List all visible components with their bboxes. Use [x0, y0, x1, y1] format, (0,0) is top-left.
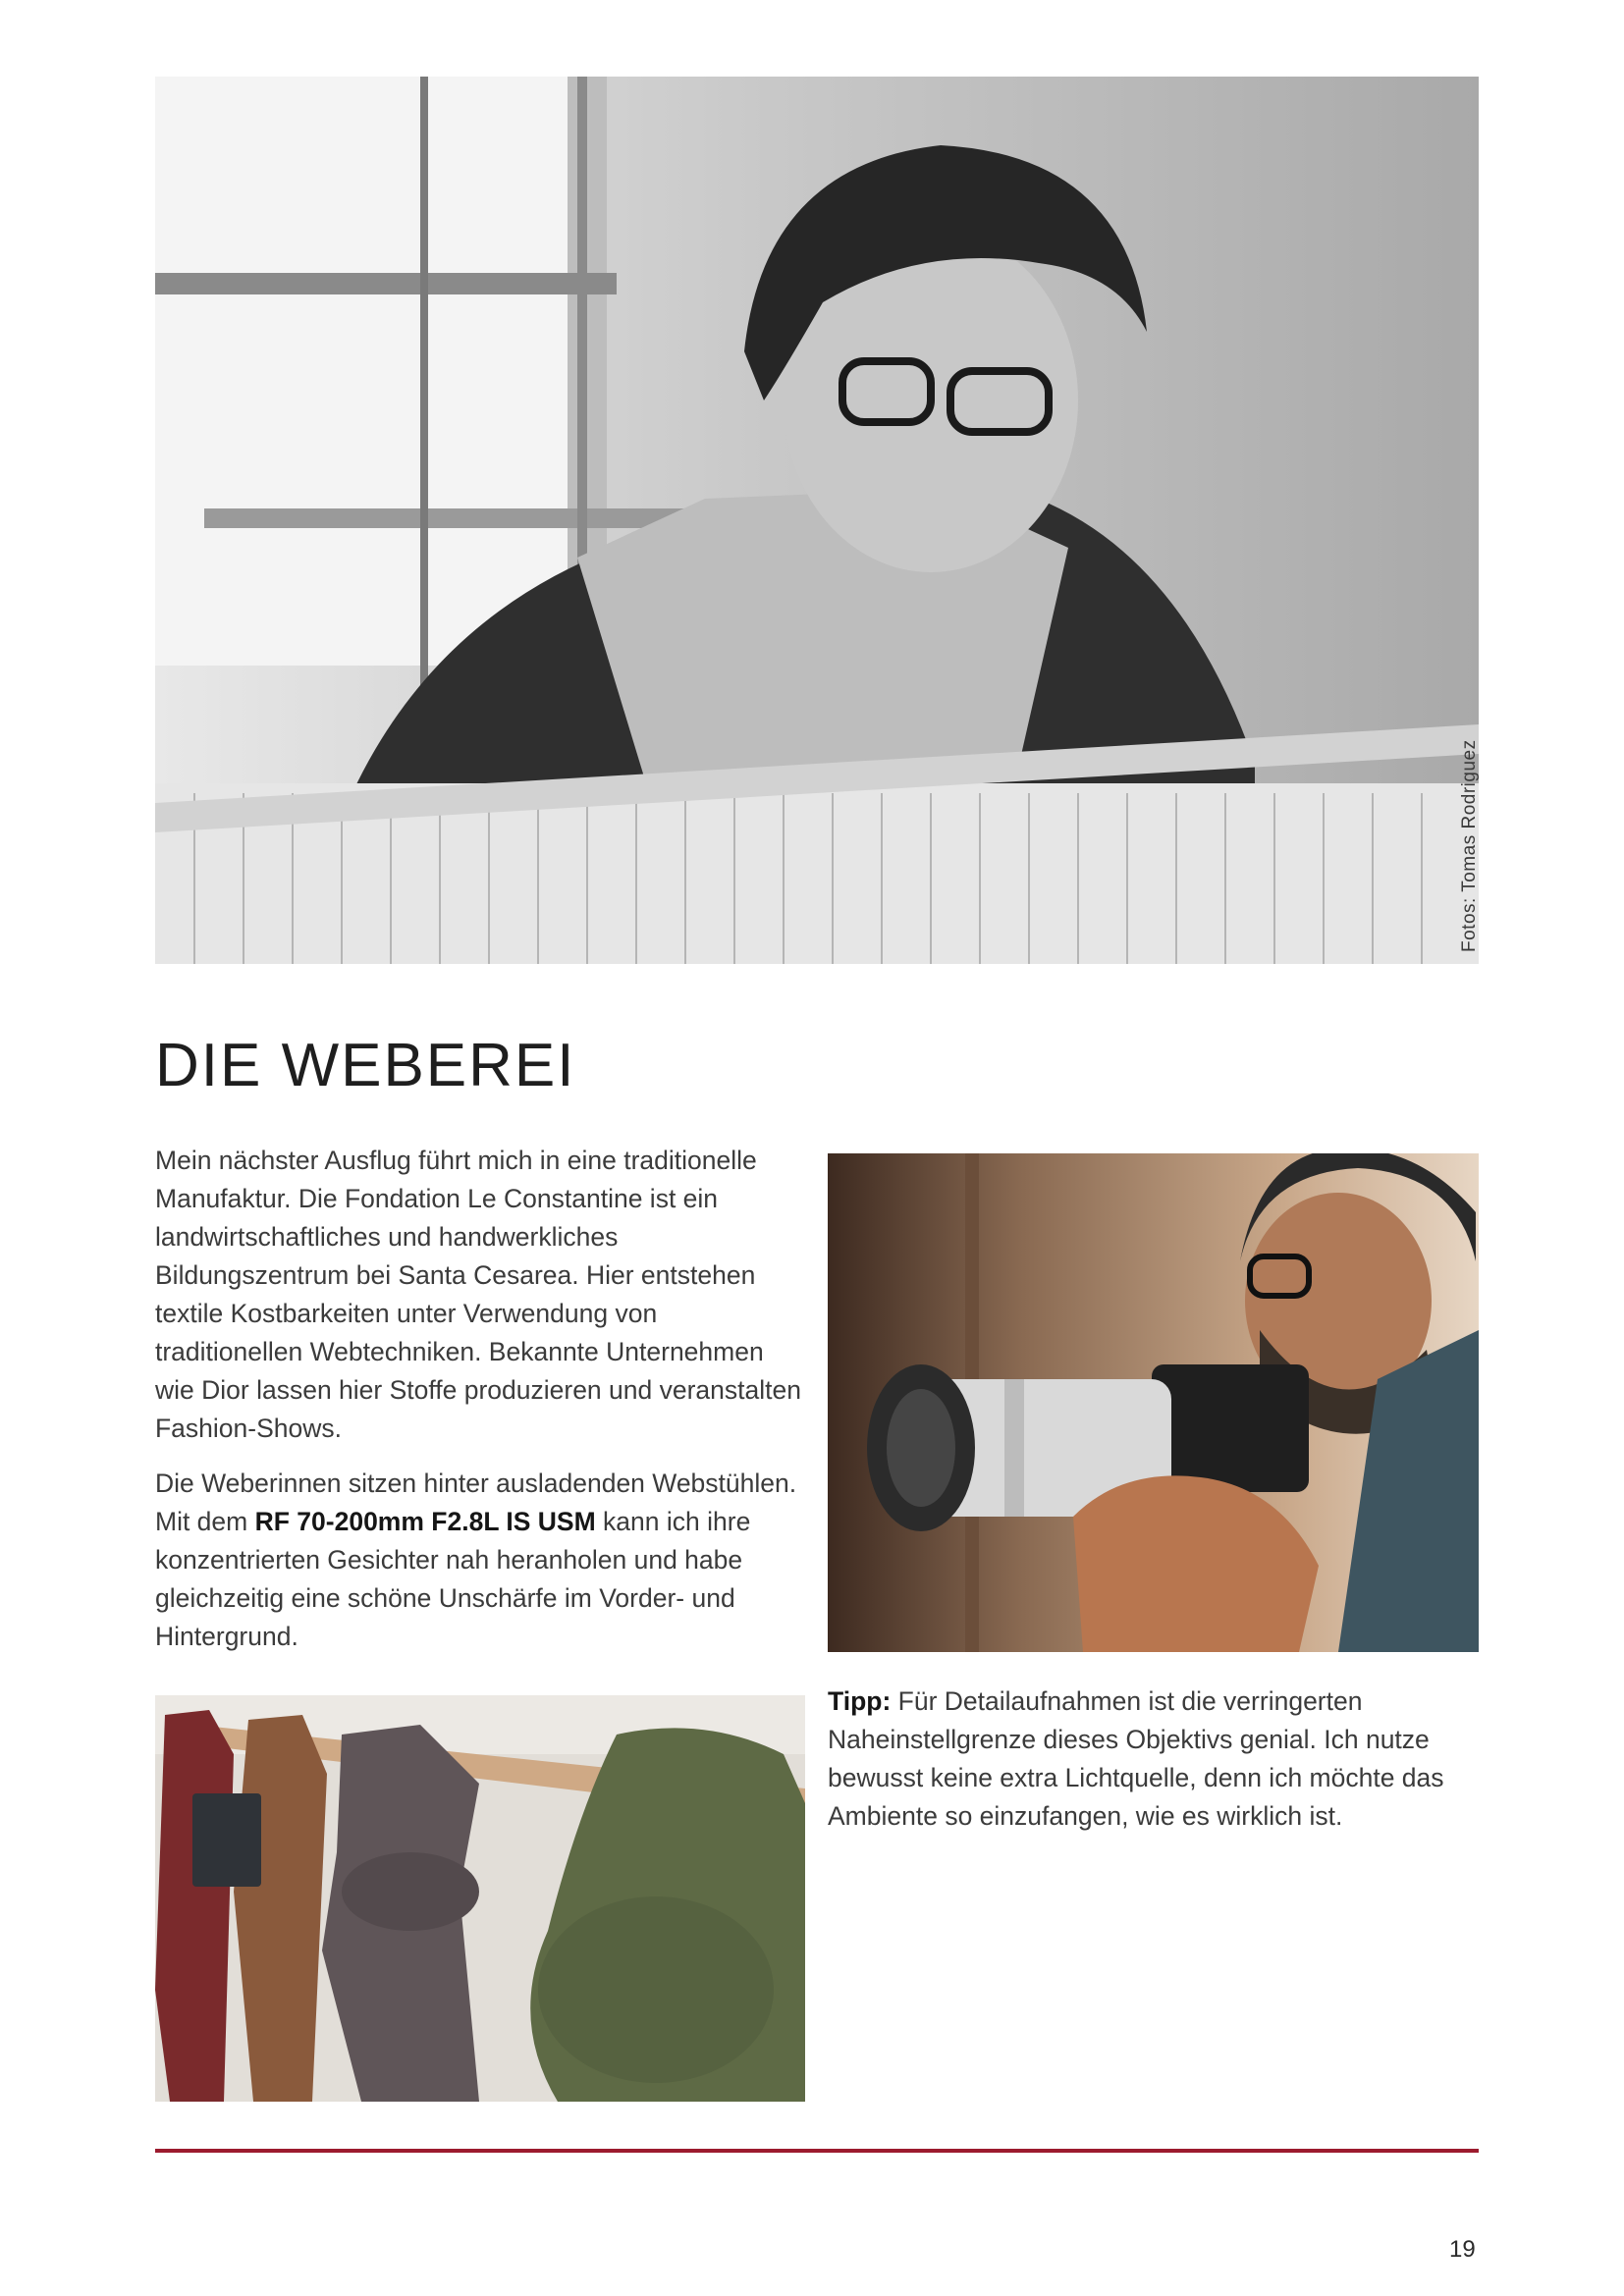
paragraph-text: kann ich ihre konzentrierten Gesichter nah heranholen und habe gleichzeitig eine schöne Unschärfe im Vorder- und Hintergrund. [155, 1507, 751, 1651]
lens-name: RF 70-200mm F2.8L IS USM [254, 1507, 596, 1536]
photo-credit: Fotos: Tomas Rodriguez [1459, 739, 1480, 952]
footer-rule [155, 2149, 1479, 2153]
tip-text: Für Detailaufnahmen ist die verringerten Naheinstellgrenze dieses Objektivs genial. Ich nutze bewusst keine extra Lichtquelle, denn ich möchte das Ambiente so einzufangen, wie es wirklich ist. [828, 1686, 1444, 1831]
tip-label: Tipp: [828, 1686, 892, 1716]
body-paragraph-1: Mein nächster Ausflug führt mich in eine traditionelle Manufaktur. Die Fondation Le Constantine ist ein landwirtschaftliches und handwerkliches Bildungszentrum bei Santa Cesarea. Hier entstehen textile Kostbarkeiten unter Verwendung von traditionellen Webtechniken. Bekannte Unternehmen wie Dior lassen hier Stoffe produzieren und veranstalten Fashion-Shows. [155, 1146, 801, 1443]
page-number: 19 [1449, 2236, 1476, 2263]
hero-photo-weaver [155, 77, 1479, 964]
photo-photographer-with-camera [828, 1153, 1479, 1652]
tip-paragraph [828, 1682, 1476, 1836]
section-heading: DIE WEBEREI [155, 1032, 576, 1099]
paragraph-text: Die Weberinnen sitzen hinter ausladenden Webstühlen. Mit dem [155, 1468, 797, 1536]
photo-scarves-on-rod [155, 1695, 805, 2102]
body-paragraph-2 [155, 1465, 803, 1656]
